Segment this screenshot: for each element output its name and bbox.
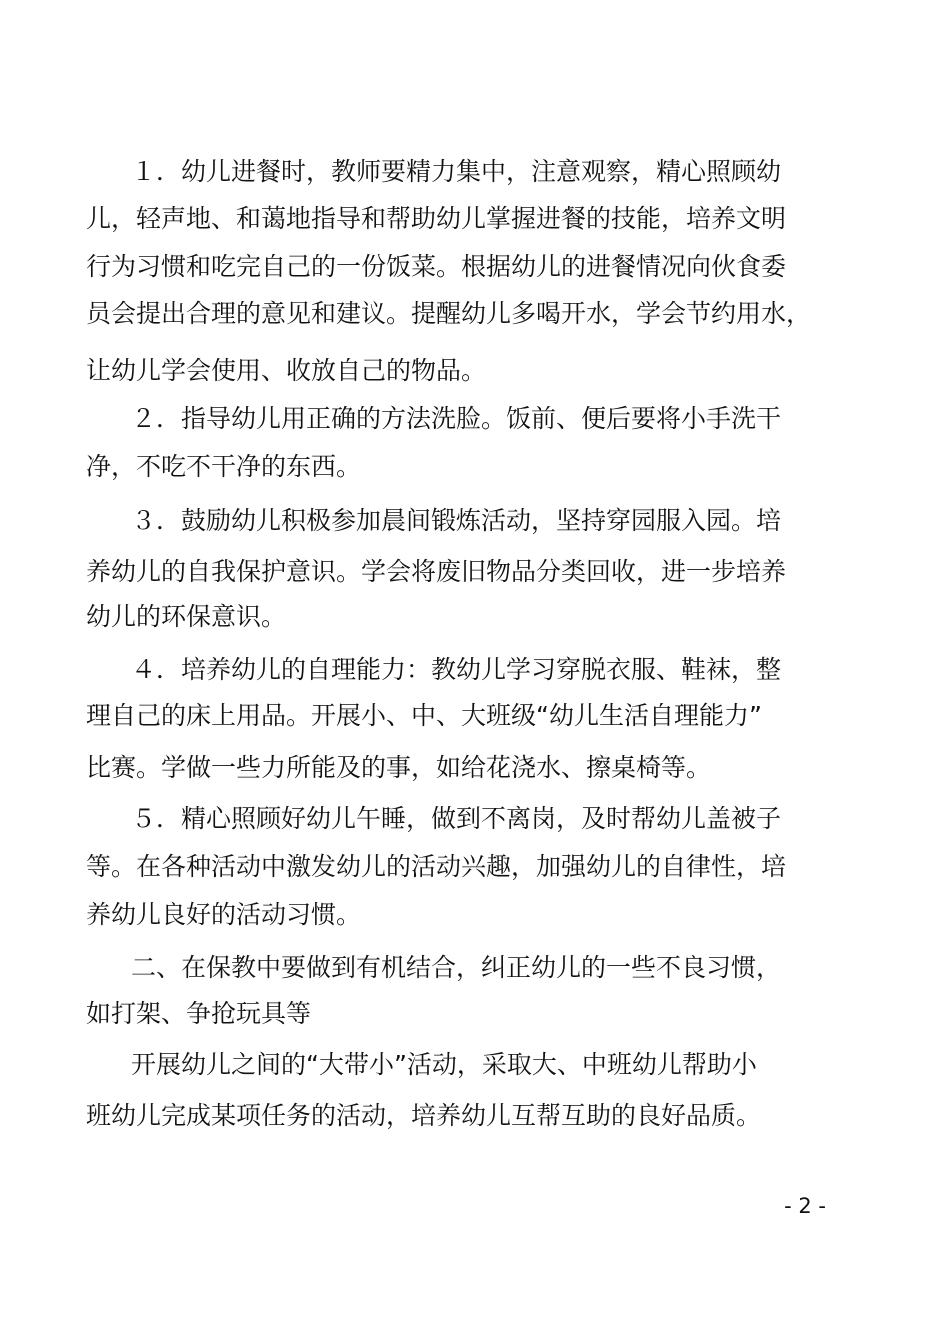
paragraph-3-line-1: ３．鼓励幼儿积极参加晨间锻炼活动，坚持穿园服入园。培 bbox=[131, 506, 782, 535]
section-heading-line-2: 如打架、争抢玩具等 bbox=[86, 999, 312, 1028]
paragraph-1-line-5: 让幼儿学会使用、收放自己的物品。 bbox=[86, 356, 487, 385]
paragraph-1-line-3: 行为习惯和吃完自己的一份饭菜。根据幼儿的进餐情况向伙食委 bbox=[86, 252, 787, 281]
paragraph-1-line-1: １．幼儿进餐时，教师要精力集中，注意观察，精心照顾幼 bbox=[131, 157, 782, 186]
paragraph-2-line-2: 净，不吃不干净的东西。 bbox=[86, 452, 362, 481]
section-heading-line-1: 二、在保教中要做到有机结合，纠正幼儿的一些不良习惯， bbox=[131, 953, 782, 982]
paragraph-6-line-1: 开展幼儿之间的“大带小”活动，采取大、中班幼儿帮助小 bbox=[131, 1050, 757, 1079]
page-number: - 2 - bbox=[784, 1194, 826, 1218]
paragraph-3-line-3: 幼儿的环保意识。 bbox=[86, 602, 287, 631]
paragraph-2-line-1: ２．指导幼儿用正确的方法洗脸。饭前、便后要将小手洗干 bbox=[131, 404, 782, 433]
paragraph-4-line-1: ４．培养幼儿的自理能力：教幼儿学习穿脱衣服、鞋袜，整 bbox=[131, 655, 782, 684]
paragraph-3-line-2: 养幼儿的自我保护意识。学会将废旧物品分类回收，进一步培养 bbox=[86, 557, 787, 586]
paragraph-6-line-2: 班幼儿完成某项任务的活动，培养幼儿互帮互助的良好品质。 bbox=[86, 1101, 762, 1130]
paragraph-1-line-4: 员会提出合理的意见和建议。提醒幼儿多喝开水，学会节约用水， bbox=[86, 299, 812, 328]
paragraph-5-line-3: 养幼儿良好的活动习惯。 bbox=[86, 900, 362, 929]
paragraph-1-line-2: 儿，轻声地、和蔼地指导和帮助幼儿掌握进餐的技能，培养文明 bbox=[86, 204, 787, 233]
paragraph-4-line-3: 比赛。学做一些力所能及的事，如给花浇水、擦桌椅等。 bbox=[86, 753, 712, 782]
paragraph-5-line-1: ５．精心照顾好幼儿午睡，做到不离岗，及时帮幼儿盖被子 bbox=[131, 804, 782, 833]
paragraph-4-line-2: 理自己的床上用品。开展小、中、大班级“幼儿生活自理能力” bbox=[86, 701, 762, 730]
paragraph-5-line-2: 等。在各种活动中激发幼儿的活动兴趣，加强幼儿的自律性，培 bbox=[86, 852, 787, 881]
